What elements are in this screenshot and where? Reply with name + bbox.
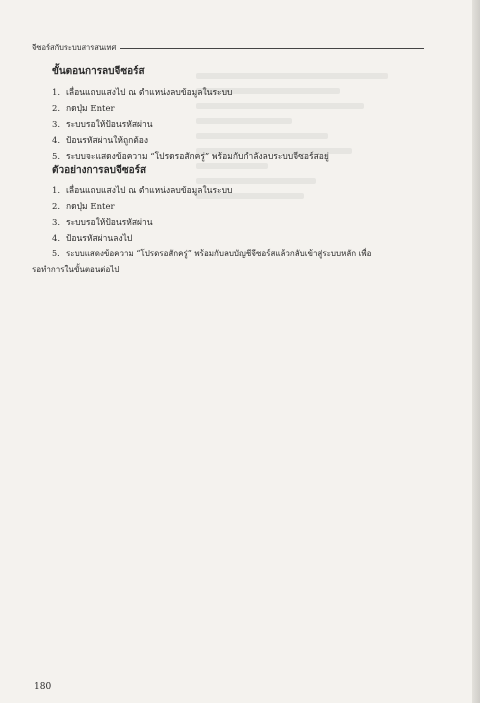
page-number: 180: [34, 682, 52, 692]
running-header: [32, 42, 424, 54]
step-item: 2. กดปุ่ม Enter: [52, 202, 115, 212]
step-continuation: รอทำการในขั้นตอนต่อไป: [32, 265, 120, 274]
step-item: 1. เลื่อนแถบแสงไป ณ ตำแหน่งลบข้อมูลในระบบ: [52, 186, 233, 196]
page-edge: [472, 0, 480, 703]
header-title: จีซอร์สกับระบบสารสนเทศ: [32, 43, 117, 52]
step-item: 3. ระบบรอให้ป้อนรหัสผ่าน: [52, 120, 153, 130]
section-heading-delete-example: ตัวอย่างการลบจีซอร์ส: [52, 165, 147, 176]
header-rule: [120, 48, 424, 49]
step-item: 3. ระบบรอให้ป้อนรหัสผ่าน: [52, 218, 153, 228]
step-item: 4. ป้อนรหัสผ่านลงไป: [52, 234, 133, 244]
step-item: 5. ระบบแสดงข้อความ “โปรดรอสักครู่” พร้อมกับลบบัญชีจีซอร์สแล้วกลับเข้าสู่ระบบหลัก เพื่อ: [52, 249, 372, 258]
section-heading-delete-steps: ขั้นตอนการลบจีซอร์ส: [52, 66, 145, 77]
bleed-through-text: [196, 64, 436, 584]
step-item: 2. กดปุ่ม Enter: [52, 104, 115, 114]
step-item: 1. เลื่อนแถบแสงไป ณ ตำแหน่งลบข้อมูลในระบบ: [52, 88, 233, 98]
step-item: 5. ระบบจะแสดงข้อความ “โปรดรอสักครู่” พร้อมกับกำลังลบระบบจีซอร์สอยู่: [52, 152, 329, 162]
step-item: 4. ป้อนรหัสผ่านให้ถูกต้อง: [52, 136, 149, 146]
